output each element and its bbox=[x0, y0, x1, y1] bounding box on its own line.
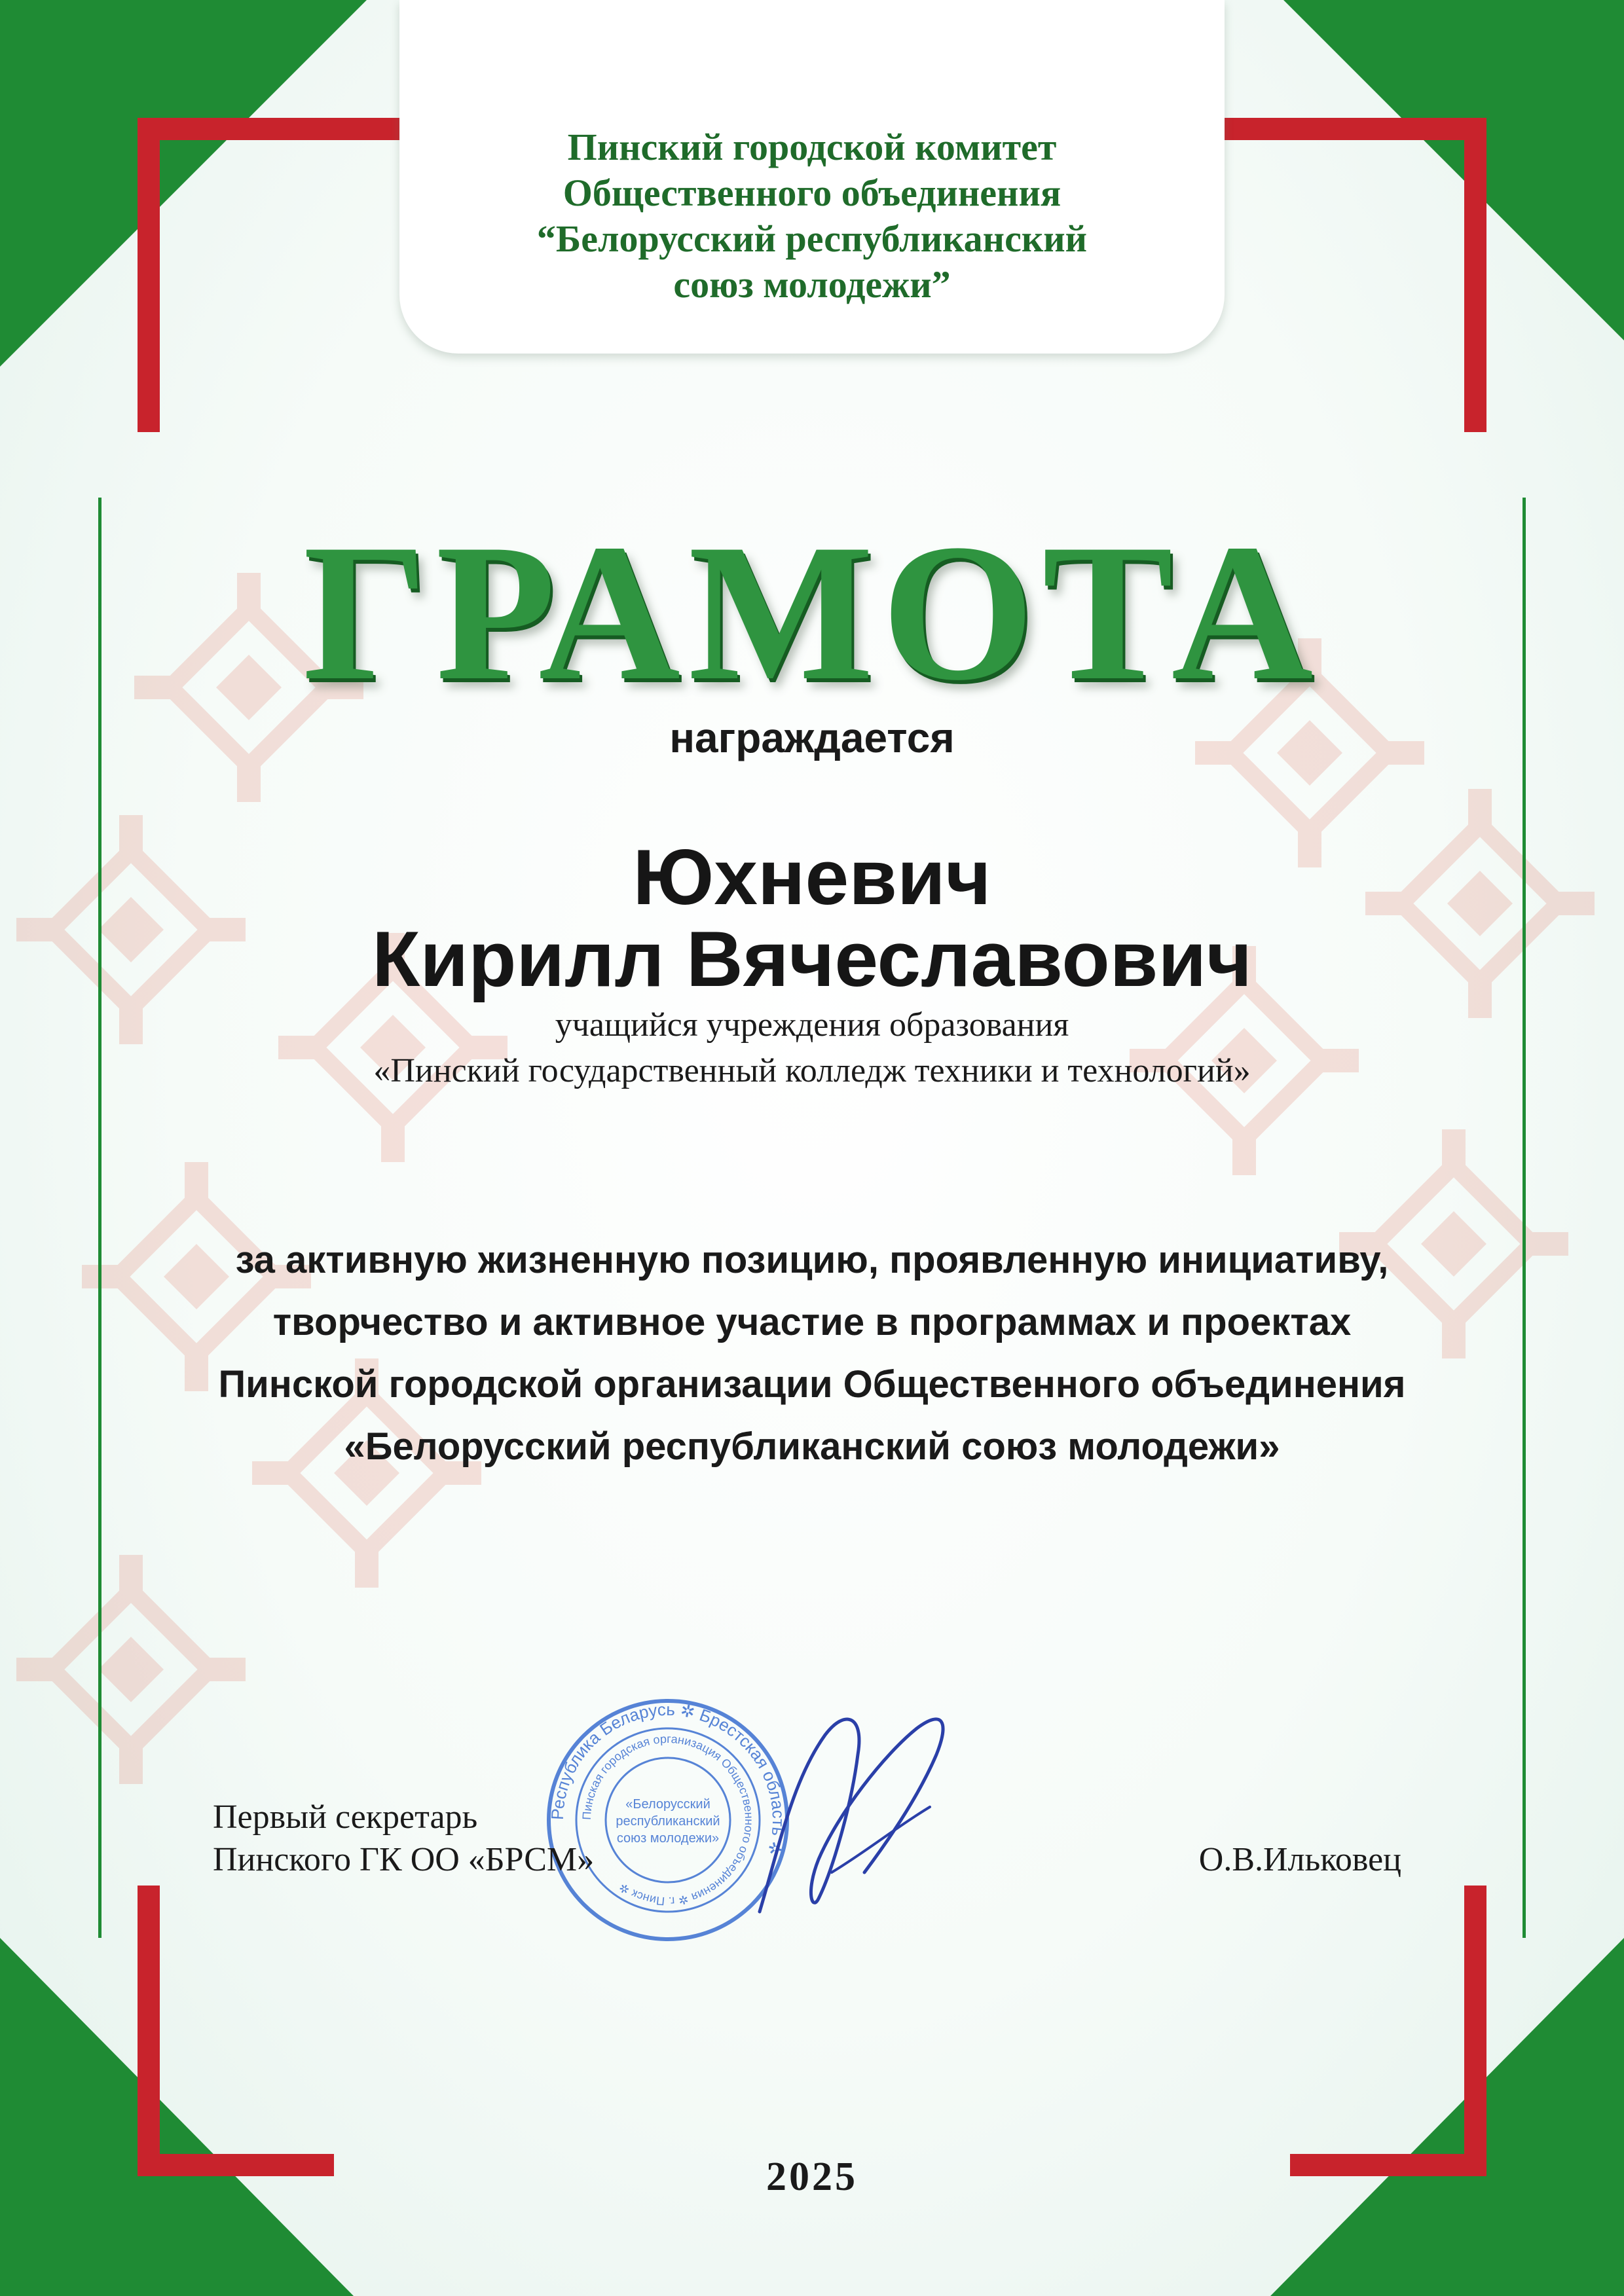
stamp-middle-text: Пинская городская организация Общественного объединения ✲ г. Пинск ✲ bbox=[580, 1732, 756, 1908]
recipient-given-names: Кирилл Вячеславович bbox=[372, 915, 1252, 1003]
reason-line-4: «Белорусский республиканский союз молодежи» bbox=[344, 1425, 1280, 1468]
handwritten-signature bbox=[733, 1676, 969, 1951]
certificate-title: ГРАМОТА bbox=[303, 503, 1321, 721]
reason-line-2: творчество и активное участие в программах и проектах bbox=[272, 1301, 1352, 1343]
signatory-name: О.В.Ильковец bbox=[1198, 1841, 1401, 1878]
affiliation-line-2: «Пинский государственный колледж техники и технологий» bbox=[373, 1052, 1251, 1089]
header-line-3: “Белорусский республиканский bbox=[536, 217, 1088, 260]
affiliation-line-1: учащийся учреждения образования bbox=[555, 1006, 1069, 1044]
signatory-position-line-1: Первый секретарь bbox=[213, 1798, 478, 1836]
signatory-position-line-2: Пинского ГК ОО «БРСМ» bbox=[213, 1841, 595, 1878]
stamp-inner-line-1: «Белорусский bbox=[625, 1797, 710, 1812]
header-line-1: Пинский городской комитет bbox=[567, 126, 1057, 168]
reason-line-3: Пинской городской организации Общественного объединения bbox=[218, 1363, 1406, 1406]
header-line-4: союз молодежи” bbox=[673, 263, 951, 306]
recipient-surname: Юхневич bbox=[633, 833, 991, 921]
header-line-2: Общественного объединения bbox=[563, 172, 1061, 214]
awarded-label: награждается bbox=[669, 714, 955, 761]
stamp-inner-line-2: республиканский bbox=[616, 1814, 720, 1829]
year: 2025 bbox=[766, 2155, 858, 2199]
reason-line-1: за активную жизненную позицию, проявленную инициативу, bbox=[235, 1239, 1389, 1281]
stamp-inner-line-3: союз молодежи» bbox=[616, 1831, 720, 1846]
stamp-outer-text: Республика Беларусь ✲ Брестская область ✲ bbox=[547, 1699, 789, 1858]
